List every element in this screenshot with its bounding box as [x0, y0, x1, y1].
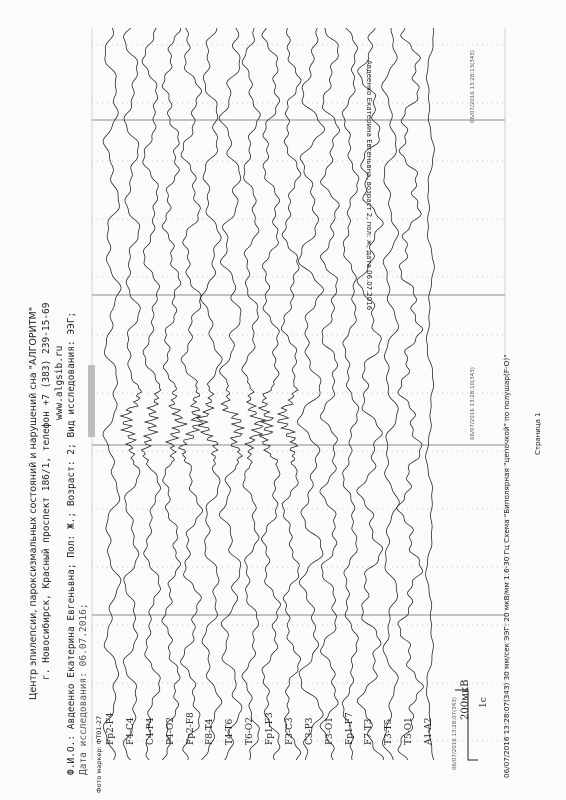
channel-label-T4-T6: T4-T6: [225, 718, 236, 745]
eeg-trace-A1-A2: [426, 28, 435, 760]
channel-label-T6-O2: T6-O2: [245, 717, 256, 745]
calibration-time: 1с: [479, 697, 489, 708]
eeg-trace-P3-O1: [320, 28, 340, 760]
eeg-trace-T3-T5: [382, 28, 400, 760]
clinic-address: г. Новосибирск, Красный проспект 186/1, телефон +7 (383) 239-15-69: [41, 302, 52, 680]
channel-label-P4-O2: P4-O2: [165, 717, 176, 745]
page-number: Страница 1: [534, 412, 542, 455]
eeg-trace-F4-C4: [121, 28, 142, 760]
photic-marker: [88, 365, 95, 437]
recording-params: 06/07/2016 13:28:07(343) 30 мм/сек ЭЭГ: 20 мкВ/мм 1.6-30 Гц Схема "Биполярная "цепочкой" по полушар(F-O)": [502, 354, 511, 778]
timestamp-3: 06/07/2016 13:28:13(343): [470, 50, 476, 123]
channel-label-F3-C3: F3-C3: [284, 717, 295, 745]
channel-label-F8-T4: F8-T4: [205, 718, 216, 745]
channel-label-F7-T3: F7-T3: [364, 718, 375, 745]
study-date: Дата исследования: 06.07.2016;: [78, 603, 89, 775]
eeg-trace-T6-O2: [242, 28, 265, 760]
eeg-trace-Fp2-F8: [179, 28, 204, 760]
eeg-trace-Fp1-F3: [259, 28, 281, 760]
timestamp-1: 06/07/2016 13:28:07(343): [452, 697, 458, 770]
channel-label-A1-A2: A1-A2: [424, 717, 434, 745]
timestamp-2: 06/07/2016 13:28:10(343): [470, 367, 476, 440]
channel-label-C4-P4: C4-P4: [145, 717, 156, 745]
clinic-website: www.algsib.ru: [54, 345, 65, 420]
channel-label-Fp2-F8: Fp2-F8: [185, 712, 196, 745]
channel-label-Fp1-F7: Fp1-F7: [344, 712, 355, 745]
eeg-trace-T5-O1: [397, 28, 424, 760]
channel-label-Fp1-F3: Fp1-F3: [265, 712, 275, 745]
channel-label-T3-T5: T3-T5: [384, 718, 395, 745]
eeg-trace-P4-O2: [162, 28, 187, 760]
eeg-trace-Fp1-F7: [342, 28, 359, 760]
channel-label-F4-C4: F4-C4: [125, 717, 136, 745]
photo-marker: Фото маркер: ФТ01-27: [95, 715, 103, 793]
eeg-trace-Fp2-F4: [103, 28, 121, 760]
channel-label-Fp2-F4: Fp2-F4: [106, 712, 116, 745]
eeg-trace-C4-P4: [141, 28, 161, 760]
eeg-trace-F3-C3: [278, 28, 301, 760]
top-note: Авдеенко Екатерина Евгеньвна, возраст 2, пол: ж, дата 06.07.2016: [365, 60, 373, 311]
calibration-amplitude: 200мкВ: [460, 679, 471, 720]
channel-label-P3-O1: P3-O1: [324, 717, 335, 745]
eeg-trace-F8-T4: [197, 28, 222, 760]
channel-label-C3-P3: C3-P3: [304, 717, 315, 745]
channel-label-T5-O1: T5-O1: [404, 717, 415, 745]
clinic-name: Центр эпилепсии, пароксизмальных состояний и нарушений сна "АЛГОРИТМ": [28, 306, 39, 700]
patient-info: Ф.И.О.: Авдеенко Екатерина Евгеньвна; Пол: Ж.; Возраст: 2; Вид исследования: ЭЭГ;: [66, 311, 77, 775]
eeg-trace-T4-T6: [219, 28, 244, 760]
